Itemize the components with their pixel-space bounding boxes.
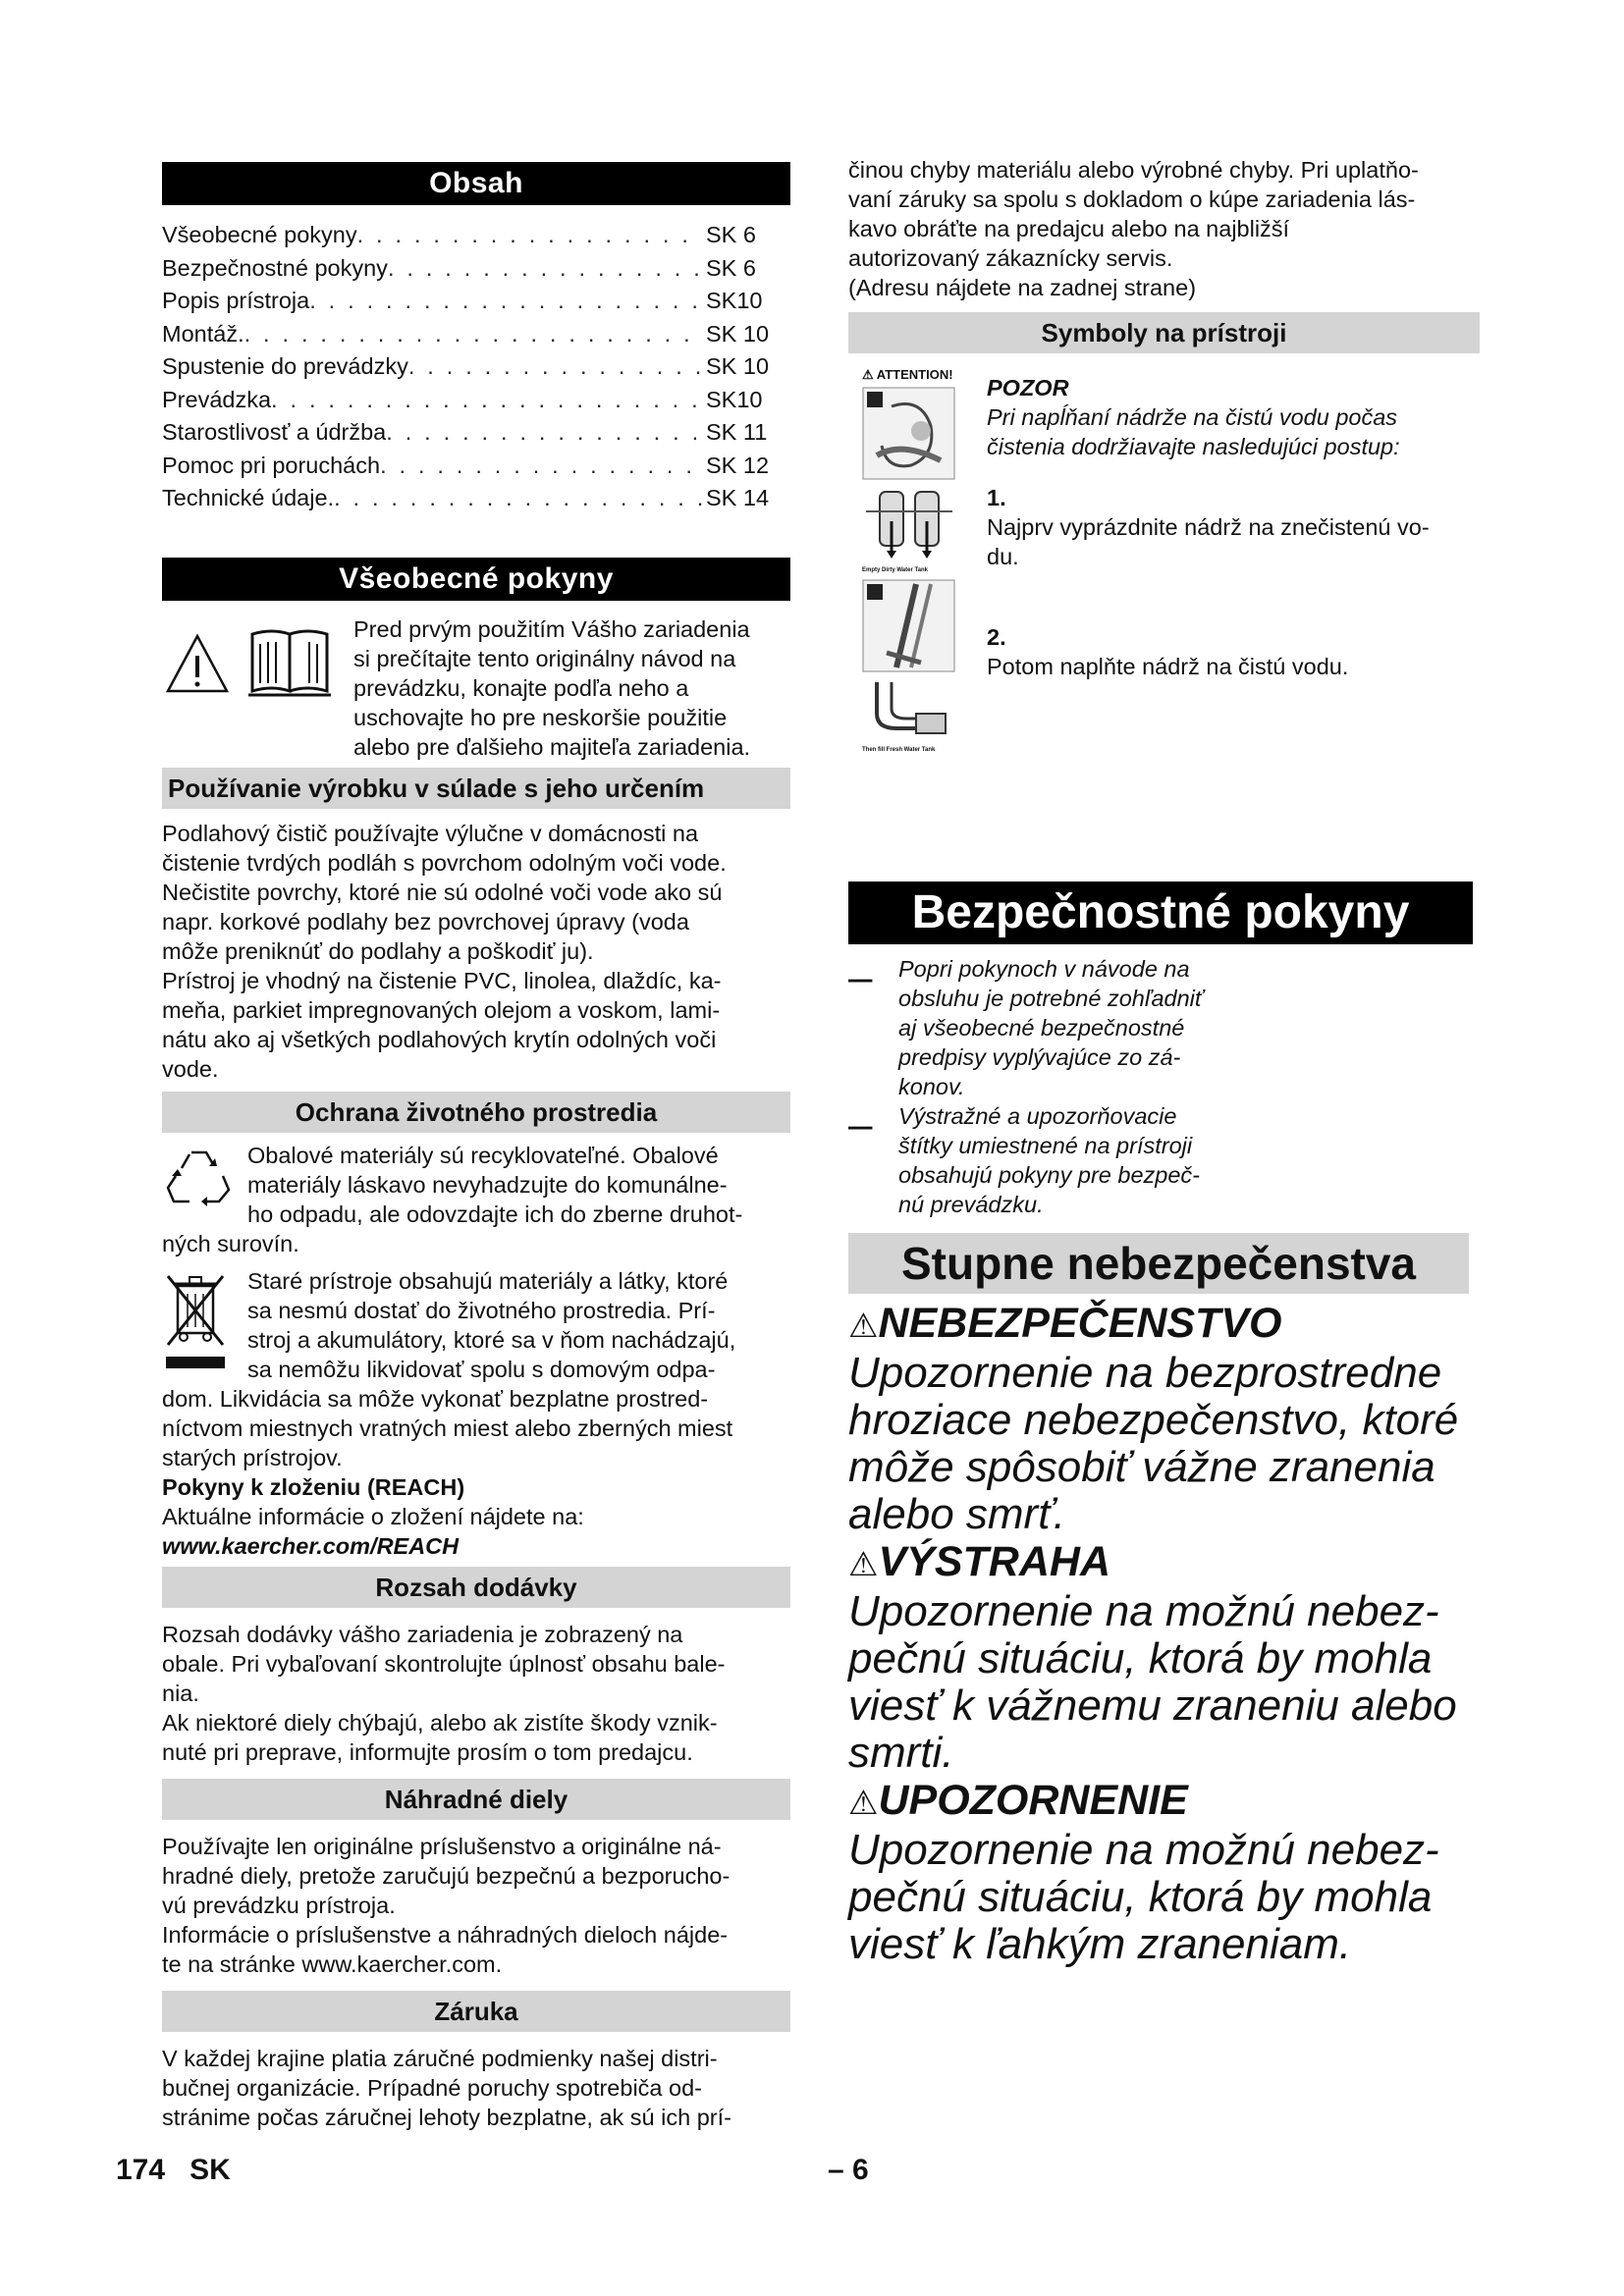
text-line: du. bbox=[987, 544, 1019, 569]
toc-leader bbox=[386, 416, 702, 450]
safety-item-2: – Výstražné a upozorňovacie štítky umiestnené na prístroji obsahujú pokyny pre bezpeč- nú prevádzku. bbox=[848, 1101, 1480, 1219]
step2-text: Potom naplňte nádrž na čistú vodu. bbox=[987, 654, 1349, 679]
warning-triangle-icon bbox=[162, 614, 353, 713]
step1-number: 1. bbox=[987, 485, 1006, 510]
recycle-tail: ných surovín. bbox=[162, 1230, 299, 1256]
toc-entry-title: Technické údaje. bbox=[162, 485, 335, 510]
text-line: hradné diely, pretože zaručujú bezpečnú a bezporucho- bbox=[162, 1862, 731, 1889]
toc-entry[interactable] bbox=[162, 318, 790, 351]
text-line: stroj a akumulátory, ktoré sa v ňom nachádzajú, bbox=[247, 1326, 736, 1353]
text-line: Rozsah dodávky vášho zariadenia je zobrazený na bbox=[162, 1621, 683, 1647]
section-title-intended-use: Používanie výrobku v súlade s jeho určením bbox=[162, 768, 790, 809]
text-line: predpisy vyplývajúce zo zá- bbox=[898, 1044, 1181, 1070]
text-line: vú prevádzku prístroja. bbox=[162, 1892, 396, 1918]
language-code: SK bbox=[189, 2154, 231, 2186]
hazard-level-text: Upozornenie na bezprostredne bbox=[848, 1349, 1442, 1397]
text-line: obsluhu je potrebné zohľadniť bbox=[898, 986, 1204, 1011]
toc-entry[interactable] bbox=[162, 285, 790, 318]
text-line: uschovajte ho pre neskoršie použitie bbox=[353, 704, 728, 730]
text-line: autorizovaný zákaznícky servis. bbox=[848, 245, 1173, 271]
section-title-general: Všeobecné pokyny bbox=[162, 558, 790, 601]
safety-item-1: – Popri pokynoch v návode na obsluhu je potrebné zohľadniť aj všeobecné bezpečnostné predpisy vyplývajúce zo zá- konov. bbox=[848, 954, 1480, 1101]
toc-entry-title: Spustenie do prevádzky bbox=[162, 353, 408, 379]
hazard-level-text: smrti. bbox=[848, 1729, 954, 1777]
text-line: môže preniknúť do podlahy a poškodiť ju). bbox=[162, 937, 594, 964]
toc-entry-title: Montáž. bbox=[162, 320, 244, 347]
text-line: Obalové materiály sú recyklovateľné. Obalové bbox=[247, 1142, 719, 1168]
weee-text bbox=[247, 1266, 735, 1384]
toc-entry-page: SK 14 bbox=[706, 485, 770, 510]
hazard-level-text: viesť k vážnemu zraneniu alebo bbox=[848, 1682, 1457, 1730]
text-line: Používajte len originálne príslušenstvo a originálne ná- bbox=[162, 1833, 722, 1859]
recycle-text bbox=[247, 1141, 742, 1229]
section-title-symbols: Symboly na prístroji bbox=[848, 312, 1480, 353]
intended-use-text bbox=[162, 819, 790, 1084]
toc-entry-page: SK 12 bbox=[706, 452, 770, 478]
hazard-level-text: Upozornenie na možnú nebez- bbox=[848, 1587, 1439, 1635]
warranty-continued-text bbox=[848, 155, 1480, 302]
text-line: Pri napĺňaní nádrže na čistú vodu počas bbox=[987, 404, 1398, 430]
warning-triangle-icon: ⚠ bbox=[848, 1308, 879, 1345]
recycle-icon bbox=[162, 1141, 247, 1229]
safety-list bbox=[848, 954, 1480, 1219]
hazard-level-text: alebo smrť. bbox=[848, 1490, 1065, 1538]
section-title-spare-parts: Náhradné diely bbox=[162, 1779, 790, 1820]
text-line: konov. bbox=[898, 1074, 965, 1099]
right-column bbox=[848, 155, 1480, 1968]
toc-entry[interactable] bbox=[162, 482, 790, 515]
symbols-text bbox=[987, 367, 1478, 681]
section-title-hazard: Stupne nebezpečenstva bbox=[848, 1233, 1469, 1294]
text-line: Podlahový čistič používajte výlučne v domácnosti na bbox=[162, 820, 699, 846]
hazard-level-label: ⚠UPOZORNENIE bbox=[848, 1777, 1188, 1824]
caution-title: POZOR bbox=[987, 375, 1069, 400]
text-line: Popri pokynoch v návode na bbox=[898, 956, 1190, 982]
toc-entry-title: Starostlivosť a údržba bbox=[162, 419, 387, 445]
text-line: vode. bbox=[162, 1055, 219, 1082]
toc-entry[interactable] bbox=[162, 384, 790, 417]
reach-url[interactable]: www.kaercher.com/REACH bbox=[162, 1532, 460, 1559]
hazard-level-label: ⚠NEBEZPEČENSTVO bbox=[848, 1300, 1282, 1347]
text-line: kavo obráťte na predajcu alebo na najbližší bbox=[848, 216, 1290, 241]
page-number: 174 SK bbox=[116, 2154, 231, 2186]
reach-title: Pokyny k zloženiu (REACH) bbox=[162, 1473, 465, 1500]
section-title-environment: Ochrana životného prostredia bbox=[162, 1092, 790, 1133]
text-line: Staré prístroje obsahujú materiály a látky, ktoré bbox=[247, 1267, 729, 1294]
text-line: ho odpadu, ale odovzdajte ich do zberne druhot- bbox=[247, 1201, 743, 1227]
text-line: činou chyby materiálu alebo výrobné chyby. Pri uplatňo- bbox=[848, 157, 1419, 183]
text-line: dom. Likvidácia sa môže vykonať bezplatne prostred- bbox=[162, 1385, 709, 1412]
text-line: nuté pri preprave, informujte prosím o tom predajcu. bbox=[162, 1738, 693, 1765]
text-line: nia. bbox=[162, 1680, 199, 1706]
empty-dirty-caption: Empty Dirty Water Tank bbox=[862, 567, 929, 573]
text-line: sa nesmú dostať do životného prostredia. Prí- bbox=[247, 1297, 716, 1323]
table-of-contents bbox=[162, 219, 790, 515]
attention-badge: ⚠ ATTENTION! bbox=[862, 367, 953, 382]
left-column bbox=[162, 162, 790, 2132]
toc-leader bbox=[244, 318, 702, 351]
hazard-level-label: ⚠VÝSTRAHA bbox=[848, 1538, 1111, 1585]
text-line: obale. Pri vybaľovaní skontrolujte úplnosť obsahu bale- bbox=[162, 1650, 726, 1677]
crossed-bin-icon bbox=[162, 1266, 247, 1384]
warranty-text bbox=[162, 2044, 790, 2132]
text-line: nú prevádzku. bbox=[898, 1192, 1044, 1217]
toc-leader bbox=[408, 350, 702, 384]
toc-entry-title: Bezpečnostné pokyny bbox=[162, 254, 388, 281]
toc-entry-page: SK 10 bbox=[706, 353, 770, 379]
text-line: Prístroj je vhodný na čistenie PVC, linolea, dlaždíc, ka- bbox=[162, 967, 722, 993]
text-line: stránime počas záručnej lehoty bezplatne, ak sú ich prí- bbox=[162, 2104, 731, 2130]
toc-leader bbox=[357, 219, 702, 252]
hazard-level-text: môže spôsobiť vážne zranenia bbox=[848, 1443, 1435, 1491]
empty-dirty-tank-illustration bbox=[862, 482, 955, 575]
text-line: níctvom miestnych vratných miest alebo zberných miest bbox=[162, 1415, 733, 1441]
step1-text bbox=[987, 512, 1478, 571]
manual-book-icon bbox=[248, 631, 331, 695]
toc-entry[interactable] bbox=[162, 416, 790, 450]
hazard-level-text: Upozornenie na možnú nebez- bbox=[848, 1826, 1439, 1874]
sub-page-number: – 6 bbox=[828, 2154, 869, 2186]
section-title-delivery: Rozsah dodávky bbox=[162, 1567, 790, 1608]
fill-fresh-caption: Then fill Fresh Water Tank bbox=[862, 747, 936, 753]
toc-entry-page: SK 10 bbox=[706, 320, 770, 347]
text-line: Pred prvým použitím Vášho zariadenia bbox=[353, 615, 750, 642]
symbols-block bbox=[848, 367, 1480, 848]
section-title-warranty: Záruka bbox=[162, 1991, 790, 2032]
hazard-levels bbox=[848, 1300, 1480, 1968]
recycle-block bbox=[162, 1141, 790, 1229]
text-line: si prečítajte tento originálny návod na bbox=[353, 645, 736, 671]
text-line: (Adresu nájdete na zadnej strane) bbox=[848, 275, 1197, 300]
text-line: čistenie tvrdých podláh s povrchom odolným voči vode. bbox=[162, 849, 727, 876]
toc-entry-title: Pomoc pri poruchách bbox=[162, 452, 381, 478]
toc-entry[interactable] bbox=[162, 350, 790, 384]
hazard-level-text: viesť k ľahkým zraneniam. bbox=[848, 1920, 1352, 1968]
text-line: aj všeobecné bezpečnostné bbox=[898, 1015, 1185, 1041]
warning-triangle-icon: ⚠ bbox=[848, 1546, 879, 1583]
text-line: starých prístrojov. bbox=[162, 1444, 343, 1470]
text-line: vaní záruky sa spolu s dokladom o kúpe zariadenia lás- bbox=[848, 187, 1416, 212]
weee-block bbox=[162, 1266, 790, 1384]
warning-manual-icons bbox=[162, 614, 353, 713]
text-line: napr. korkové podlahy bez povrchovej úpravy (voda bbox=[162, 908, 689, 934]
text-line: meňa, parkiet impregnovaných olejom a voskom, lami- bbox=[162, 996, 721, 1023]
text-line: obsahujú pokyny pre bezpeč- bbox=[898, 1162, 1201, 1188]
text-line: čistenia dodržiavajte nasledujúci postup: bbox=[987, 434, 1400, 459]
toc-entry-page: SK 6 bbox=[706, 254, 756, 281]
toc-leader bbox=[334, 482, 702, 515]
hazard-level-text: hroziace nebezpečenstvo, ktoré bbox=[848, 1396, 1459, 1444]
general-intro bbox=[162, 614, 790, 762]
text-line: Najprv vyprázdnite nádrž na znečistenú vo- bbox=[987, 514, 1430, 540]
text-line: Nečistite povrchy, ktoré nie sú odolné voči vode ako sú bbox=[162, 879, 723, 905]
toc-entry-page: SK10 bbox=[706, 288, 763, 313]
weee-tail-text bbox=[162, 1384, 790, 1472]
toc-title: Obsah bbox=[162, 162, 790, 205]
toc-leader bbox=[388, 252, 702, 286]
warning-triangle-icon: ⚠ bbox=[862, 367, 874, 382]
fill-fresh-tank-illustration bbox=[862, 674, 955, 753]
warning-triangle-icon: ⚠ bbox=[848, 1785, 879, 1822]
toc-entry-page: SK 11 bbox=[706, 419, 768, 445]
hazard-level-text: pečnú situáciu, ktorá by mohla bbox=[848, 1634, 1433, 1682]
toc-entry-title: Prevádzka bbox=[162, 386, 272, 412]
text-line: Ak niektoré diely chýbajú, alebo ak zistíte škody vznik- bbox=[162, 1709, 718, 1735]
text-line: sa nemôžu likvidovať spolu s domovým odpa- bbox=[247, 1356, 716, 1382]
text-line: te na stránke www.kaercher.com. bbox=[162, 1950, 503, 1977]
toc-entry-title: Všeobecné pokyny bbox=[162, 222, 357, 247]
delivery-text bbox=[162, 1620, 790, 1767]
toc-entry[interactable] bbox=[162, 252, 790, 286]
caution-text bbox=[987, 402, 1478, 461]
text-line: prevádzku, konajte podľa neho a bbox=[353, 674, 689, 701]
text-line: Výstražné a upozorňovacie bbox=[898, 1103, 1177, 1129]
toc-entry-page: SK10 bbox=[706, 386, 763, 412]
text-line: V každej krajine platia záručné podmienky našej distri- bbox=[162, 2045, 718, 2071]
hazard-level-text: pečnú situáciu, ktorá by mohla bbox=[848, 1873, 1433, 1921]
device-handle-illustration bbox=[862, 579, 955, 672]
fill-tank-illustration bbox=[862, 387, 955, 480]
toc-leader bbox=[309, 285, 702, 318]
text-line: alebo pre ďalšieho majiteľa zariadenia. bbox=[353, 733, 751, 760]
toc-leader bbox=[271, 384, 702, 417]
text-line: materiály láskavo nevyhadzujte do komunálne- bbox=[247, 1171, 728, 1198]
device-illustrations bbox=[862, 367, 960, 753]
toc-entry[interactable] bbox=[162, 450, 790, 483]
general-intro-text bbox=[353, 614, 750, 762]
step2-number: 2. bbox=[987, 624, 1006, 650]
section-title-safety: Bezpečnostné pokyny bbox=[848, 881, 1473, 944]
toc-entry-page: SK 6 bbox=[706, 222, 756, 247]
text-line: nátu ako aj všetkých podlahových krytín odolných voči bbox=[162, 1026, 717, 1052]
spare-parts-text bbox=[162, 1832, 790, 1979]
toc-leader bbox=[380, 450, 702, 483]
text-line: bučnej organizácie. Prípadné poruchy spotrebiča od- bbox=[162, 2074, 702, 2101]
reach-text: Aktuálne informácie o zložení nájdete na: bbox=[162, 1503, 584, 1529]
text-line: Informácie o príslušenstve a náhradných dieloch nájde- bbox=[162, 1921, 729, 1948]
toc-entry-title: Popis prístroja bbox=[162, 288, 310, 313]
toc-entry[interactable] bbox=[162, 219, 790, 252]
text-line: štítky umiestnené na prístroji bbox=[898, 1133, 1193, 1158]
